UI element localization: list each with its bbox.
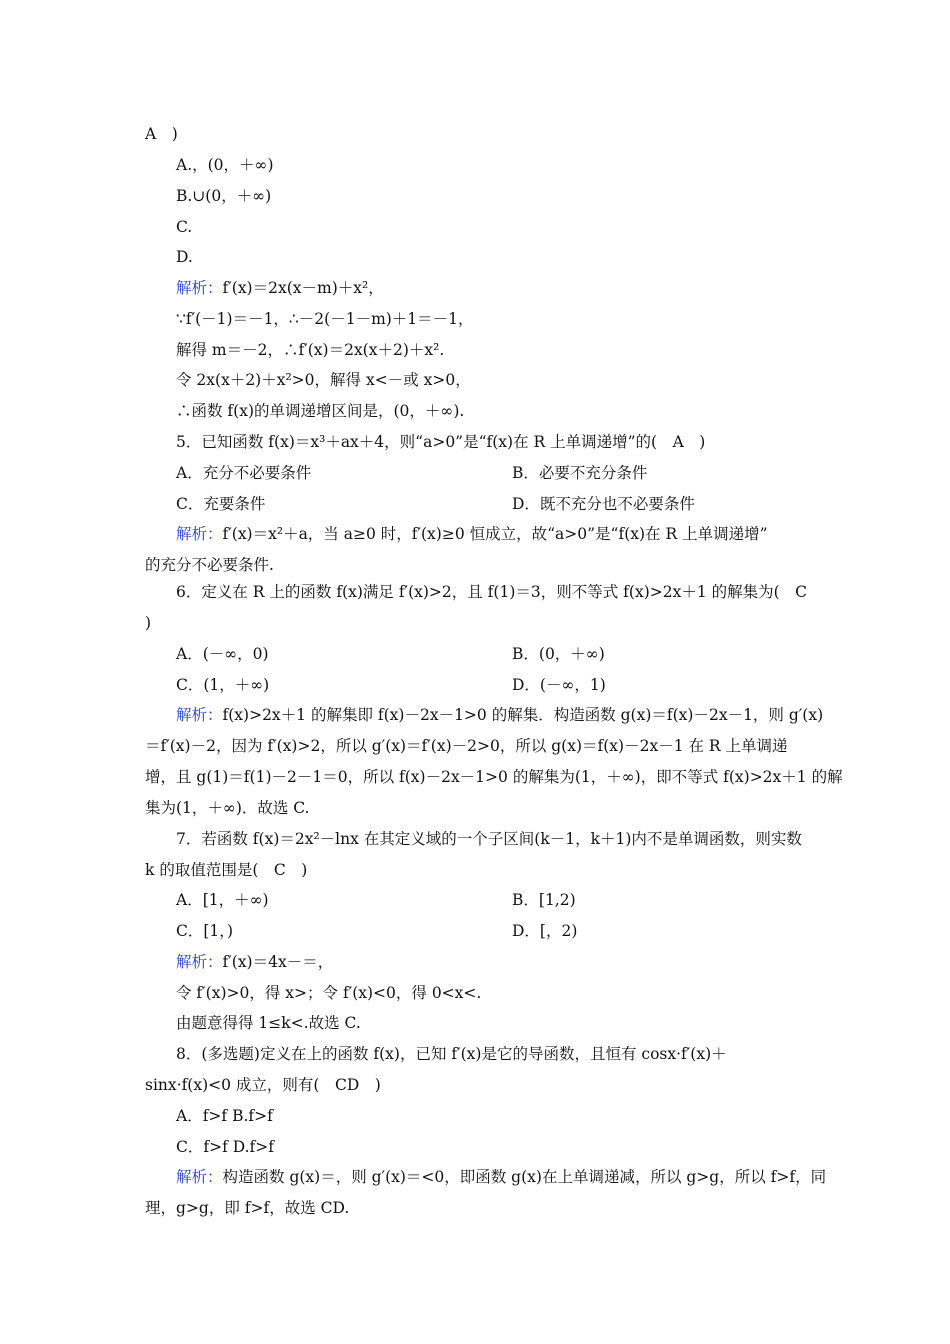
option-cd: C．f>f D.f>f	[176, 1138, 275, 1156]
solution-text: f′(x)＝4x－＝，	[222, 953, 334, 971]
option-b: B．必要不充分条件	[512, 464, 648, 482]
solution-line: 集为(1，＋∞)．故选 C.	[145, 799, 310, 817]
option-a: A．充分不必要条件	[176, 464, 312, 482]
answer-fragment: A )	[145, 125, 178, 143]
solution-line: ∵f′(－1)＝－1，∴－2(－1－m)＋1＝－1，	[176, 310, 474, 328]
question-6: 6．定义在 R 上的函数 f(x)满足 f′(x)>2，且 f(1)＝3，则不等式 f(x)>2x＋1 的解集为( C	[176, 583, 808, 601]
option-d: D．(－∞，1)	[512, 676, 606, 694]
option-b: B.∪(0，＋∞)	[176, 187, 272, 205]
option-c: C．充要条件	[176, 495, 266, 513]
solution-line: 理，g>g，即 f>f，故选 CD.	[145, 1199, 350, 1217]
solution-line: 增，且 g(1)＝f(1)－2－1＝0，所以 f(x)－2x－1>0 的解集为(1，＋∞)，即不等式 f(x)>2x＋1 的解	[145, 768, 843, 786]
option-ab: A．f>f B.f>f	[176, 1107, 273, 1125]
question-8: 8．(多选题)定义在上的函数 f(x)，已知 f′(x)是它的导函数，且恒有 cosx·f′(x)＋	[176, 1045, 727, 1063]
solution-label: 解析：	[176, 525, 223, 543]
solution-text: f′(x)＝x²＋a，当 a≥0 时，f′(x)≥0 恒成立，故“a>0”是“f(x)在 R 上单调递增”	[222, 525, 768, 543]
solution-text: 构造函数 g(x)＝，则 g′(x)＝<0，即函数 g(x)在上单调递减，所以 g>g，所以 f>f，同	[222, 1168, 827, 1186]
question-6-end: )	[145, 614, 152, 632]
option-c: C．(1，＋∞)	[176, 676, 270, 694]
option-d: D．[，2)	[512, 922, 578, 940]
solution-label: 解析：	[176, 1168, 223, 1186]
option-d: D．既不充分也不必要条件	[512, 495, 695, 513]
solution-line: ∴函数 f(x)的单调递增区间是，(0，＋∞).	[176, 402, 465, 420]
solution-line	[176, 705, 823, 725]
solution-text: f′(x)＝2x(x－m)＋x²，	[222, 279, 384, 297]
question-7: 7．若函数 f(x)＝2x²－lnx 在其定义域的一个子区间(k－1，k＋1)内不是单调函数，则实数	[176, 830, 802, 848]
option-a: A．(－∞，0)	[176, 645, 269, 663]
solution-line	[176, 524, 768, 544]
question-5: 5．已知函数 f(x)＝x³＋ax＋4，则“a>0”是“f(x)在 R 上单调递增”的( A )	[176, 433, 706, 451]
option-c: C．[1，)	[176, 922, 234, 940]
solution-line: 令 2x(x＋2)＋x²>0，解得 x<－或 x>0，	[176, 371, 471, 389]
solution-label: 解析：	[176, 953, 223, 971]
solution-line: 的充分不必要条件.	[145, 556, 274, 574]
solution-line	[176, 278, 384, 298]
solution-text: f(x)>2x＋1 的解集即 f(x)－2x－1>0 的解集．构造函数 g(x)＝f(x)－2x－1，则 g′(x)	[222, 706, 824, 724]
question-7-cont: k 的取值范围是( C )	[145, 861, 308, 879]
solution-line: ＝f′(x)－2，因为 f′(x)>2，所以 g′(x)＝f′(x)－2>0，所以 g(x)＝f(x)－2x－1 在 R 上单调递	[145, 737, 788, 755]
solution-label: 解析：	[176, 706, 223, 724]
solution-line: 令 f′(x)>0，得 x>；令 f′(x)<0，得 0<x<.	[176, 984, 482, 1002]
solution-line	[176, 1167, 826, 1187]
question-8-cont: sinx·f(x)<0 成立，则有( CD )	[145, 1076, 381, 1094]
option-b: B．(0，＋∞)	[512, 645, 605, 663]
solution-line: 解得 m＝－2，∴f′(x)＝2x(x＋2)＋x².	[176, 341, 445, 359]
option-a: A.，(0，＋∞)	[176, 156, 274, 174]
solution-label: 解析：	[176, 279, 223, 297]
option-a: A．[1，＋∞)	[176, 891, 269, 909]
option-b: B．[1,2)	[512, 891, 576, 909]
option-c: C.	[176, 218, 193, 236]
solution-line: 由题意得得 1≤k<.故选 C.	[176, 1014, 361, 1032]
option-d: D.	[176, 248, 193, 266]
solution-line	[176, 952, 333, 972]
